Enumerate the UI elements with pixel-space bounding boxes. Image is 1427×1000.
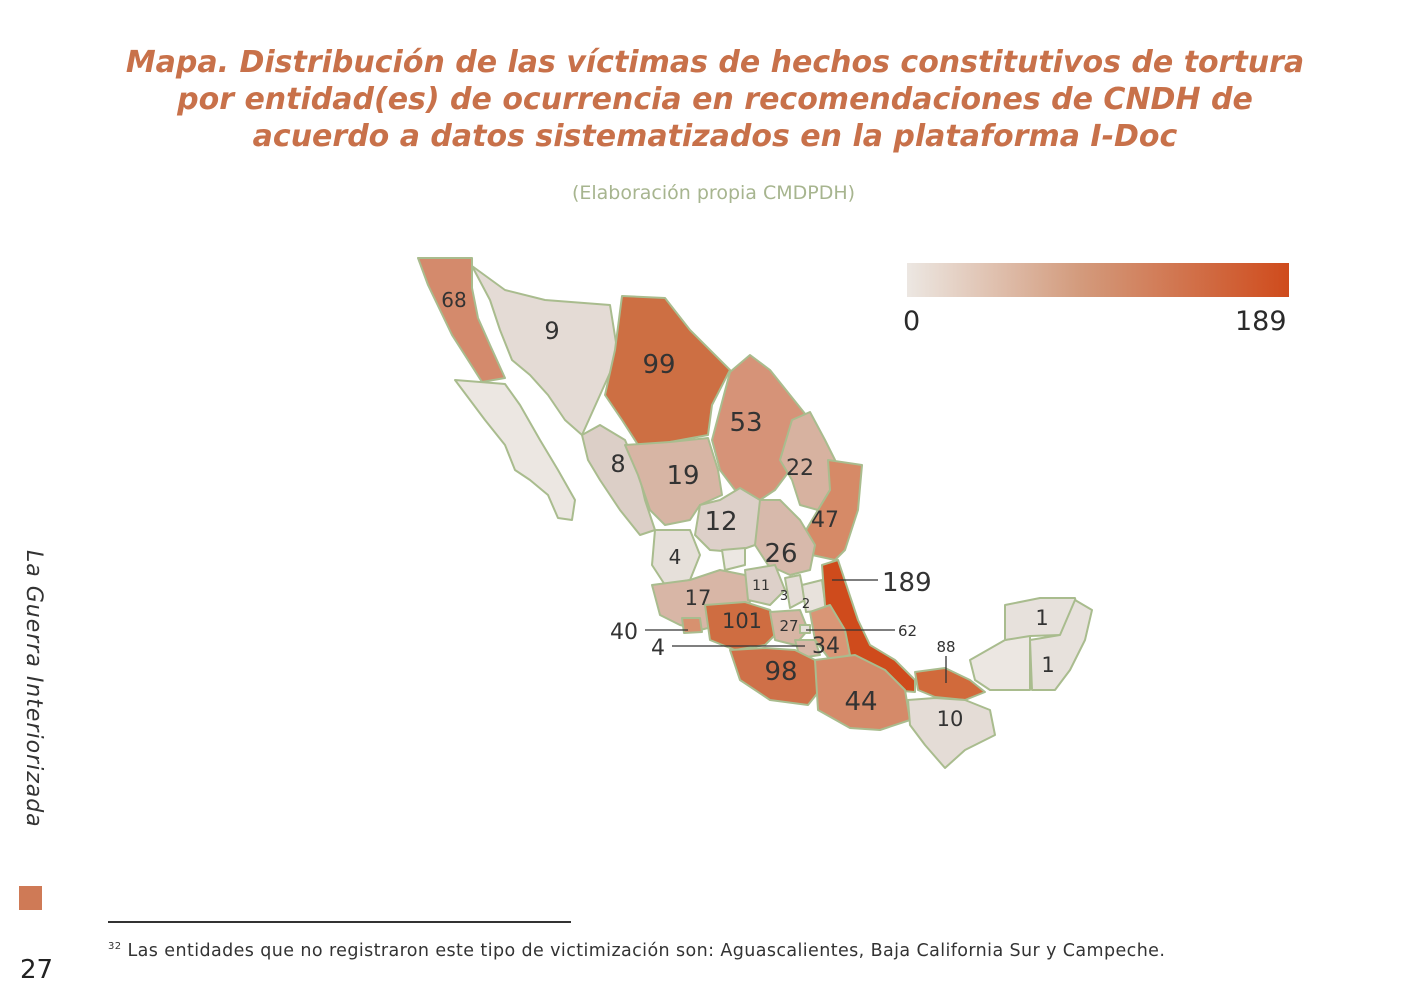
label-tlaxcala: 62 bbox=[898, 622, 918, 640]
map-subtitle: (Elaboración propia CMDPDH) bbox=[571, 182, 856, 204]
map-title: Mapa. Distribución de las víctimas de hechos constitutivos de tortura por entidad(es) de ocurrencia en recomendaciones de CNDH de acuerdo a datos sistematizados en la plataforma I-Doc bbox=[125, 45, 1305, 154]
label-oaxaca: 44 bbox=[844, 687, 878, 717]
label-yucatan: 1 bbox=[1035, 606, 1049, 630]
label-veracruz: 189 bbox=[882, 568, 932, 598]
footnote bbox=[108, 941, 1165, 961]
label-guanajuato: 11 bbox=[752, 578, 770, 594]
legend-color-scale bbox=[907, 263, 1289, 297]
label-sonora: 9 bbox=[544, 317, 560, 345]
label-jalisco: 17 bbox=[684, 586, 712, 610]
page-number: 27 bbox=[20, 955, 54, 985]
label-tamaulipas: 47 bbox=[811, 508, 839, 533]
footnote-marker: 32 bbox=[108, 941, 122, 953]
label-san-luis-potosi: 26 bbox=[764, 539, 798, 569]
label-michoacan: 101 bbox=[721, 609, 763, 633]
label-queretaro: 3 bbox=[779, 589, 789, 604]
label-quintana-roo: 1 bbox=[1041, 653, 1055, 677]
label-nuevo-leon: 22 bbox=[786, 456, 814, 481]
footnote-divider bbox=[108, 921, 571, 923]
state-campeche bbox=[970, 635, 1030, 690]
running-title: La Guerra Interiorizada bbox=[21, 550, 46, 828]
legend-min-label: 0 bbox=[903, 306, 921, 337]
state-cdmx bbox=[800, 625, 810, 633]
label-durango: 19 bbox=[666, 461, 700, 491]
state-aguascalientes bbox=[722, 548, 745, 570]
state-colima bbox=[682, 618, 702, 633]
label-nayarit: 4 bbox=[668, 545, 682, 569]
label-sinaloa: 8 bbox=[610, 450, 626, 478]
label-guerrero: 98 bbox=[764, 657, 798, 687]
label-tabasco: 88 bbox=[936, 638, 956, 656]
accent-square bbox=[19, 886, 42, 910]
label-mexico: 27 bbox=[779, 617, 799, 635]
label-baja-california: 68 bbox=[441, 288, 467, 312]
label-colima: 40 bbox=[610, 620, 638, 645]
legend-max-label: 189 bbox=[1235, 306, 1287, 337]
label-chihuahua: 99 bbox=[642, 350, 676, 380]
label-coahuila: 53 bbox=[729, 408, 763, 438]
label-zacatecas: 12 bbox=[704, 507, 738, 537]
state-baja-california bbox=[418, 258, 505, 382]
footnote-text: Las entidades que no registraron este tipo de victimización son: Aguascalientes, Baja California Sur y Campeche. bbox=[127, 941, 1166, 961]
label-hidalgo: 2 bbox=[801, 597, 811, 612]
label-chiapas: 10 bbox=[936, 707, 964, 731]
label-cdmx: 4 bbox=[651, 636, 665, 661]
label-morelos: 34 bbox=[812, 634, 840, 659]
